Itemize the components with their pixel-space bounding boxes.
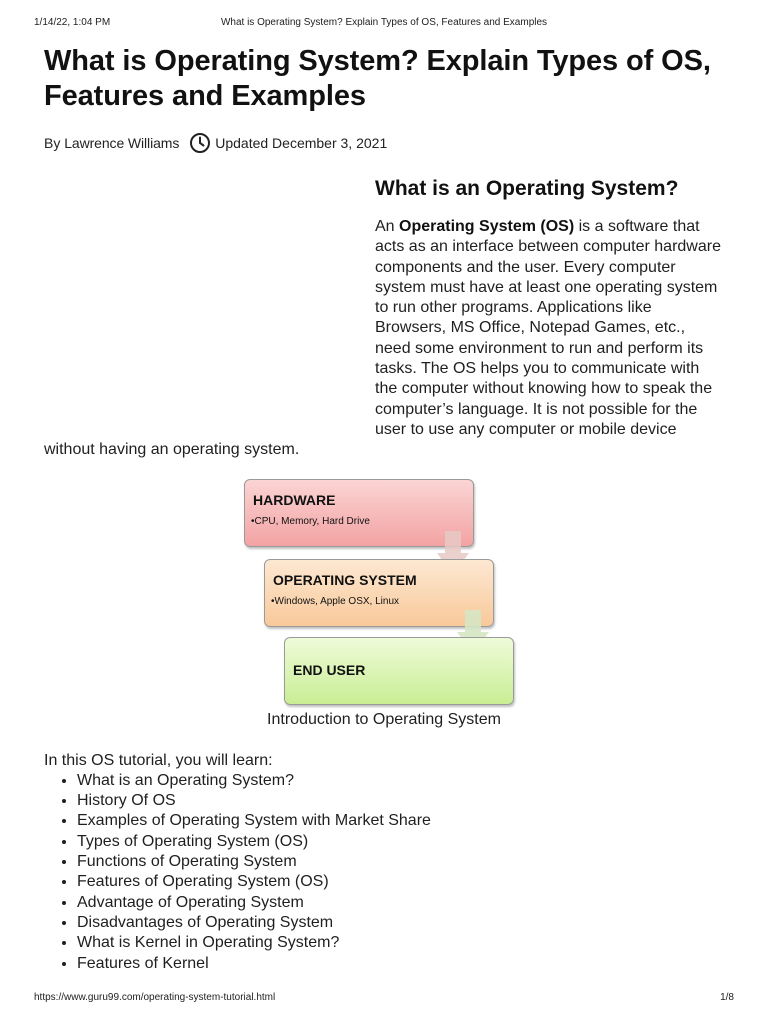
toc-link[interactable]: History Of OS (77, 792, 176, 810)
byline (44, 130, 724, 156)
intro-section (44, 168, 724, 461)
list-item[interactable] (77, 893, 724, 913)
ad-space (44, 168, 375, 438)
list-item[interactable] (77, 811, 724, 831)
toc-link[interactable]: What is Kernel in Operating System? (77, 934, 340, 952)
list-item[interactable] (77, 872, 724, 892)
list-item[interactable] (77, 852, 724, 872)
updated-date: Updated December 3, 2021 (215, 135, 388, 151)
toc-link[interactable]: Advantage of Operating System (77, 893, 304, 911)
list-item[interactable] (77, 771, 724, 791)
toc-link[interactable]: Features of Kernel (77, 954, 209, 972)
list-item[interactable] (77, 954, 724, 974)
print-datetime: 1/14/22, 1:04 PM (34, 17, 111, 28)
article (44, 44, 724, 974)
byline-prefix: By (44, 135, 61, 151)
os-diagram (244, 479, 524, 703)
print-page-title: What is Operating System? Explain Types of OS, Features and Examples (220, 17, 548, 28)
os-sub: •Windows, Apple OSX, Linux (271, 595, 400, 607)
end-user-box (284, 637, 514, 705)
list-item[interactable] (77, 791, 724, 811)
para-rest: is a software that acts as an interface between computer hardware components and the user. Every computer system must have at least one operating system to run other programs. Applications like Browsers, MS Office, Notepad Games, etc., need some environment to run and perform its tasks. The OS helps you to communicate with the computer without knowing how to speak the computer’s language. It is not possible for the user to use any computer or mobile device without having an operating system. (44, 218, 721, 459)
list-item[interactable] (77, 913, 724, 933)
toc-link[interactable]: Disadvantages of Operating System (77, 913, 334, 931)
print-url: https://www.guru99.com/operating-system-tutorial.html (34, 992, 276, 1003)
toc-link[interactable]: Examples of Operating System with Market Share (77, 812, 431, 830)
list-item[interactable] (77, 933, 724, 953)
para-prefix: An (375, 218, 400, 235)
end-user-heading: END USER (293, 661, 366, 678)
toc-link[interactable]: What is an Operating System? (77, 771, 294, 789)
page-number: 1/8 (720, 992, 734, 1003)
author-link[interactable]: Lawrence Williams (64, 135, 180, 151)
figure-caption: Introduction to Operating System (267, 710, 501, 728)
print-footer (0, 992, 768, 1006)
tutorial-contents-list (44, 771, 724, 974)
hardware-sub: •CPU, Memory, Hard Drive (251, 515, 370, 527)
learn-intro: In this OS tutorial, you will learn: (44, 751, 273, 769)
clock-icon (189, 132, 211, 154)
toc-link[interactable]: Functions of Operating System (77, 853, 297, 871)
section-heading: What is an Operating System? (375, 177, 679, 200)
list-item[interactable] (77, 832, 724, 852)
os-heading: OPERATING SYSTEM (273, 571, 417, 588)
toc-link[interactable]: Features of Operating System (OS) (77, 873, 329, 891)
hardware-heading: HARDWARE (253, 491, 336, 508)
print-header (0, 17, 768, 31)
toc-link[interactable]: Types of Operating System (OS) (77, 832, 309, 850)
article-title: What is Operating System? Explain Types of OS, Features and Examples (44, 45, 711, 112)
para-bold-term: Operating System (OS) (399, 218, 575, 235)
